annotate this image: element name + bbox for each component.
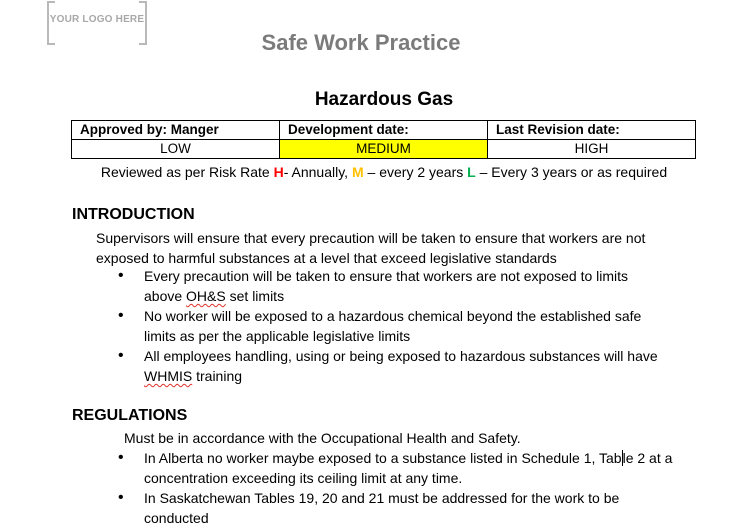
- spelling-flag: OH&S: [186, 288, 226, 304]
- bullet-icon: •: [118, 267, 124, 284]
- introduction-heading: INTRODUCTION: [72, 206, 195, 223]
- development-date-cell: Development date:: [280, 121, 488, 140]
- risk-h-label: H: [273, 164, 284, 180]
- risk-low-cell: LOW: [72, 140, 280, 159]
- last-revision-cell: Last Revision date:: [488, 121, 696, 140]
- spelling-flag: WHMIS: [144, 368, 193, 384]
- review-schedule: Reviewed as per Risk Rate H- Annually, M – every 2 years L – Every 3 years or as required: [100, 164, 668, 180]
- risk-high-cell: HIGH: [488, 140, 696, 159]
- approval-table: [71, 120, 696, 159]
- risk-m-label: M: [351, 164, 364, 180]
- bullet-icon: •: [118, 307, 124, 324]
- introduction-paragraph: Supervisors will ensure that every precaution will be taken to ensure that workers are not exposed to harmful substances at a level that exceed legislative standards: [96, 230, 646, 266]
- regulations-paragraph: Must be in accordance with the Occupational Health and Safety.: [124, 430, 521, 446]
- document-subtitle: Hazardous Gas: [314, 89, 454, 110]
- bullet-icon: •: [118, 347, 124, 364]
- logo-text: YOUR LOGO HERE: [49, 14, 145, 25]
- regulations-heading: REGULATIONS: [72, 407, 188, 424]
- document-title: Safe Work Practice: [261, 30, 461, 55]
- approved-by-cell: Approved by: Manger: [72, 121, 280, 140]
- bullet-icon: •: [118, 449, 124, 466]
- risk-l-label: L: [467, 164, 476, 180]
- bullet-icon: •: [118, 489, 124, 506]
- risk-medium-cell: MEDIUM: [280, 140, 488, 159]
